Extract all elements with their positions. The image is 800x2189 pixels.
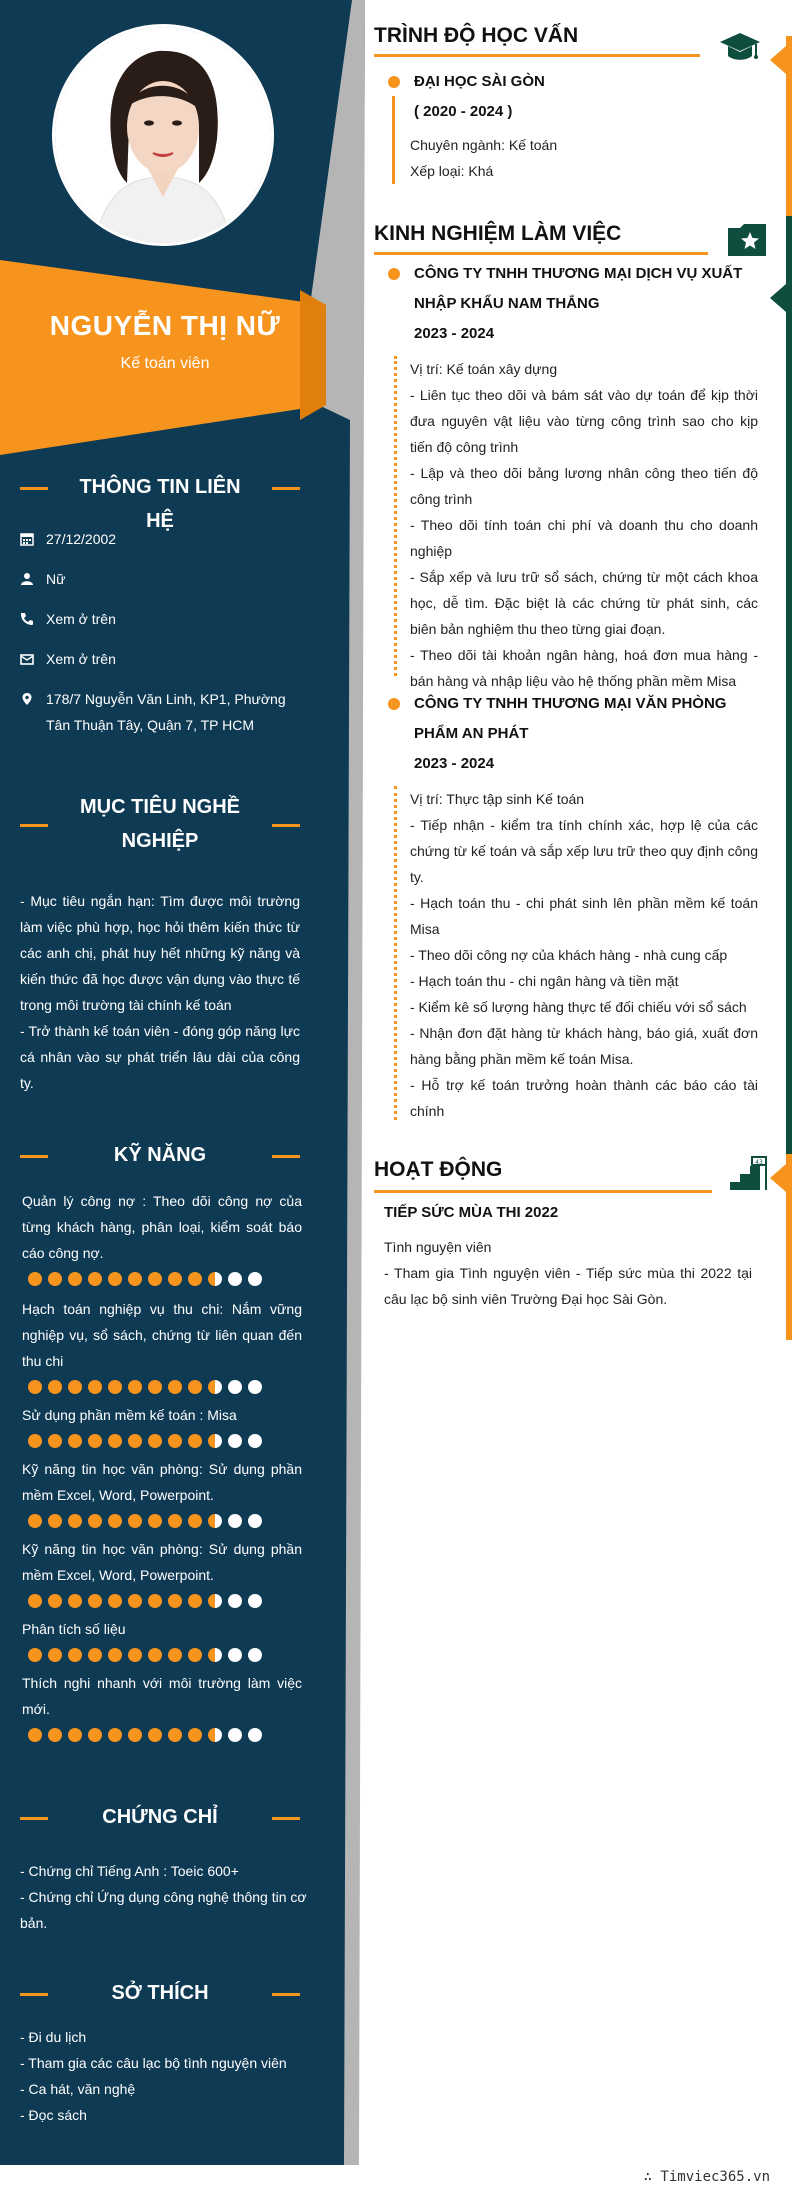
hobbies-list xyxy=(20,2024,310,2128)
contact-birthday: 27/12/2002 xyxy=(20,526,310,552)
job-period: 2023 - 2024 xyxy=(414,325,495,342)
rating-dot-full xyxy=(68,1648,82,1662)
user-icon xyxy=(20,572,34,586)
company-name-continued: NHẬP KHẨU NAM THẮNG xyxy=(414,295,600,312)
rating-dot-full xyxy=(88,1728,102,1742)
rating-dot-half xyxy=(208,1594,222,1608)
rating-dot-full xyxy=(48,1514,62,1528)
contact-section-title: THÔNG TIN LIÊN HỆ xyxy=(20,470,300,538)
bullet-dot xyxy=(388,698,400,710)
folder-star-icon xyxy=(726,222,770,258)
job-task: - Theo dõi tài khoản ngân hàng, hoá đơn mua hàng - bán hàng và nhập liệu vào hệ thống phần mềm Misa xyxy=(410,647,758,689)
objective-text xyxy=(20,888,300,1096)
major: Chuyên ngành: Kế toán xyxy=(410,137,558,153)
title-bar-right xyxy=(272,824,300,827)
rating-dot-full xyxy=(148,1272,162,1286)
experience-accent-pointer xyxy=(770,284,786,312)
job-task: - Theo dõi tính toán chi phí và doanh thu cho doanh nghiệp xyxy=(410,517,758,559)
portrait-image xyxy=(55,27,271,243)
rating-dot-full xyxy=(88,1648,102,1662)
rating-dot-full xyxy=(148,1380,162,1394)
objective-section-title: MỤC TIÊU NGHỀ NGHIỆP xyxy=(20,790,300,858)
title-bar-left xyxy=(20,1993,48,1996)
section-underline xyxy=(374,252,708,255)
rating-dot-full xyxy=(168,1728,182,1742)
rating-dot-full xyxy=(188,1434,202,1448)
rating-dot-full xyxy=(128,1648,142,1662)
experience-section-title: KINH NGHIỆM LÀM VIỆC xyxy=(374,222,622,245)
skill-label: Phân tích số liệu xyxy=(22,1621,126,1637)
rating-dot-full xyxy=(108,1380,122,1394)
company-name: CÔNG TY TNHH THƯƠNG MẠI DỊCH VỤ XUẤT xyxy=(414,265,743,282)
rating-dot-empty xyxy=(248,1380,262,1394)
rating-dot-empty xyxy=(248,1514,262,1528)
rating-dot-empty xyxy=(228,1648,242,1662)
rating-dot-full xyxy=(168,1434,182,1448)
rating-dot-empty xyxy=(228,1728,242,1742)
list-item: - Tham gia các câu lạc bộ tình nguyện viên xyxy=(20,2055,287,2071)
activities-accent-pointer xyxy=(770,1164,786,1192)
calendar-icon xyxy=(20,532,34,546)
skill-label: Kỹ năng tin học văn phòng: Sử dụng phần mềm Excel, Word, Powerpoint. xyxy=(22,1461,302,1503)
rating-dot-full xyxy=(28,1272,42,1286)
rating-dot-full xyxy=(108,1434,122,1448)
rating-dot-full xyxy=(28,1434,42,1448)
job-position: Vị trí: Kế toán xây dựng xyxy=(410,361,558,377)
rating-dot-full xyxy=(48,1648,62,1662)
job-details xyxy=(410,356,758,694)
rating-dot-full xyxy=(108,1514,122,1528)
rating-dot-full xyxy=(68,1594,82,1608)
rating-dot-full xyxy=(48,1272,62,1286)
title-bar-right xyxy=(272,1155,300,1158)
rating-dot-empty xyxy=(248,1434,262,1448)
certificates-section-title: CHỨNG CHỈ xyxy=(20,1800,300,1834)
job-task: - Tiếp nhận - kiểm tra tính chính xác, hợp lệ của các chứng từ kế toán và sắp xếp lưu trữ theo quy định công ty. xyxy=(410,817,758,885)
rating-dot-empty xyxy=(228,1434,242,1448)
job-task: - Sắp xếp và lưu trữ sổ sách, chứng từ một cách khoa học, dễ tìm. Đặc biệt là các chứng từ phát sinh, các biên bản nghiệm thu theo từng giai đoạn. xyxy=(410,569,758,637)
rating-dot-empty xyxy=(248,1272,262,1286)
title-bar-left xyxy=(20,824,48,827)
rating-dot-full xyxy=(128,1594,142,1608)
rating-dot-empty xyxy=(228,1594,242,1608)
rating-dot-full xyxy=(128,1514,142,1528)
rating-dot-full xyxy=(28,1728,42,1742)
job-task: - Lập và theo dõi bảng lương nhân công theo tiến độ công trình xyxy=(410,465,758,507)
bullet-dot xyxy=(388,76,400,88)
rating-dot-empty xyxy=(228,1380,242,1394)
sidebar xyxy=(0,0,340,2189)
rating-dot-full xyxy=(168,1272,182,1286)
skill-label: Quản lý công nợ : Theo dõi công nợ của từng khách hàng, phân loại, kiểm soát báo cáo công nợ. xyxy=(22,1193,302,1261)
rating-dot-full xyxy=(88,1380,102,1394)
rating-dot-full xyxy=(28,1514,42,1528)
phone-icon xyxy=(20,612,34,626)
objective-short-term: - Mục tiêu ngắn hạn: Tìm được môi trường làm việc phù hợp, học hỏi thêm kiến thức từ các anh chị, phát huy hết những kỹ năng và kiến thức đã học được vận dụng vào thực tế trong môi trường tài chính kế toán xyxy=(20,893,300,1013)
job-task: - Theo dõi công nợ của khách hàng - nhà cung cấp xyxy=(410,947,728,963)
title-bar-left xyxy=(20,1155,48,1158)
rating-dot-full xyxy=(28,1380,42,1394)
activities-section-title: HOẠT ĐỘNG xyxy=(374,1158,503,1181)
contact-email: Xem ở trên xyxy=(20,646,310,672)
edu-accent-pointer xyxy=(770,46,786,74)
rating-dot-full xyxy=(48,1728,62,1742)
skill-label: Kỹ năng tin học văn phòng: Sử dụng phần mềm Excel, Word, Powerpoint. xyxy=(22,1541,302,1583)
avatar xyxy=(52,24,274,246)
rating-dot-full xyxy=(188,1514,202,1528)
job-details xyxy=(410,786,758,1124)
list-item: - Chứng chỉ Ứng dụng công nghệ thông tin cơ bản. xyxy=(20,1889,307,1931)
rating-dot-full xyxy=(168,1380,182,1394)
rating-dot-full xyxy=(28,1594,42,1608)
svg-text:43: 43 xyxy=(755,1159,763,1166)
rating-dot-full xyxy=(48,1594,62,1608)
title-bar-right xyxy=(272,1817,300,1820)
rating-dot-full xyxy=(188,1594,202,1608)
rating-dot-full xyxy=(108,1728,122,1742)
rating-dot-full xyxy=(148,1594,162,1608)
education-timeline xyxy=(392,96,395,184)
rating-dot-full xyxy=(128,1434,142,1448)
contact-gender: Nữ xyxy=(20,566,310,592)
title-bar-right xyxy=(272,1993,300,1996)
job-task: - Hạch toán thu - chi ngân hàng và tiền mặt xyxy=(410,973,679,989)
rating-dot-empty xyxy=(228,1272,242,1286)
rating-dot-full xyxy=(108,1272,122,1286)
activity-role: Tình nguyện viên xyxy=(384,1239,492,1255)
title-bar-right xyxy=(272,487,300,490)
rating-dot-full xyxy=(148,1728,162,1742)
contact-address: 178/7 Nguyễn Văn Linh, KP1, Phường Tân Thuận Tây, Quận 7, TP HCM xyxy=(20,686,310,738)
rating-dot-full xyxy=(188,1380,202,1394)
list-item: - Chứng chỉ Tiếng Anh : Toeic 600+ xyxy=(20,1863,239,1879)
location-pin-icon xyxy=(20,692,34,706)
job-position: Vị trí: Thực tập sinh Kế toán xyxy=(410,791,585,807)
job-title: Kế toán viên xyxy=(120,355,210,372)
certificates-list xyxy=(20,1858,310,1936)
rating-dot-full xyxy=(168,1514,182,1528)
watermark: ∴ Timviec365.vn xyxy=(643,2169,770,2185)
company-name: CÔNG TY TNHH THƯƠNG MẠI VĂN PHÒNG xyxy=(414,695,727,712)
rating-dot-full xyxy=(68,1272,82,1286)
podium-stairs-icon xyxy=(728,1156,772,1192)
skills-section-title: KỸ NĂNG xyxy=(20,1138,300,1172)
rating-dot-full xyxy=(68,1434,82,1448)
title-bar-left xyxy=(20,487,48,490)
rating-dot-full xyxy=(168,1594,182,1608)
rating-dot-full xyxy=(68,1514,82,1528)
rating-dot-half xyxy=(208,1728,222,1742)
rating-dot-full xyxy=(88,1434,102,1448)
rating-dot-full xyxy=(188,1728,202,1742)
edu-accent-bar xyxy=(786,36,792,236)
rating-dot-empty xyxy=(248,1648,262,1662)
job-task: - Hỗ trợ kế toán trưởng hoàn thành các báo cáo tài chính xyxy=(410,1077,758,1119)
list-item: - Ca hát, văn nghệ xyxy=(20,2081,136,2097)
title-bar-left xyxy=(20,1817,48,1820)
rating-dot-full xyxy=(88,1514,102,1528)
job-timeline xyxy=(394,356,397,676)
rating-dot-full xyxy=(108,1594,122,1608)
activity-name: TIẾP SỨC MÙA THI 2022 xyxy=(384,1204,559,1221)
rating-dot-full xyxy=(148,1434,162,1448)
rating-dot-half xyxy=(208,1380,222,1394)
activity-description: - Tham gia Tình nguyện viên - Tiếp sức mùa thi 2022 tại câu lạc bộ sinh viên Trường Đại học Sài Gòn. xyxy=(384,1265,752,1307)
rating-dot-full xyxy=(128,1272,142,1286)
hobbies-section-title: SỞ THÍCH xyxy=(20,1976,300,2010)
rating-dot-full xyxy=(148,1514,162,1528)
rating-dot-full xyxy=(168,1648,182,1662)
objective-long-term: - Trở thành kế toán viên - đóng góp năng lực cá nhân vào sự phát triển lâu dài của công ty. xyxy=(20,1023,300,1091)
education-section-title: TRÌNH ĐỘ HỌC VẤN xyxy=(374,24,579,47)
job-period: 2023 - 2024 xyxy=(414,755,495,772)
school-name: ĐẠI HỌC SÀI GÒN xyxy=(414,73,545,90)
rating-dot-full xyxy=(68,1728,82,1742)
rating-dot-full xyxy=(28,1648,42,1662)
rating-dot-full xyxy=(148,1648,162,1662)
rating-dot-half xyxy=(208,1272,222,1286)
contact-phone: Xem ở trên xyxy=(20,606,310,632)
job-task: - Kiểm kê số lượng hàng thực tế đối chiếu với sổ sách xyxy=(410,999,747,1015)
rating-dot-empty xyxy=(248,1594,262,1608)
list-item: - Đi du lịch xyxy=(20,2029,87,2045)
bullet-dot xyxy=(388,268,400,280)
rating-dot-full xyxy=(88,1594,102,1608)
rating-dot-full xyxy=(188,1272,202,1286)
rating-dot-half xyxy=(208,1648,222,1662)
rating-dot-half xyxy=(208,1514,222,1528)
mail-icon xyxy=(20,652,34,666)
rating-dot-empty xyxy=(228,1514,242,1528)
rating-dot-full xyxy=(48,1434,62,1448)
job-task: - Nhận đơn đặt hàng từ khách hàng, báo giá, xuất đơn hàng bằng phần mềm kế toán Misa. xyxy=(410,1025,758,1067)
job-timeline xyxy=(394,786,397,1120)
rating-dot-full xyxy=(128,1728,142,1742)
skill-label: Thích nghi nhanh với môi trường làm việc mới. xyxy=(22,1675,302,1717)
rating-dot-full xyxy=(48,1380,62,1394)
rating-dot-empty xyxy=(248,1728,262,1742)
activities-accent-bar xyxy=(786,1154,792,1340)
job-task: - Hạch toán thu - chi phát sinh lên phần mềm kế toán Misa xyxy=(410,895,758,937)
rating-dot-full xyxy=(88,1272,102,1286)
skill-label: Hạch toán nghiệp vụ thu chi: Nắm vững nghiệp vụ, sổ sách, chứng từ liên quan đến thu chi xyxy=(22,1301,302,1369)
rating-dot-full xyxy=(108,1648,122,1662)
full-name: NGUYỄN THỊ NỮ xyxy=(49,310,281,341)
rating-dot-full xyxy=(128,1380,142,1394)
skill-label: Sử dụng phần mềm kế toán : Misa xyxy=(22,1407,237,1423)
company-name-continued: PHẨM AN PHÁT xyxy=(414,725,529,742)
experience-accent-bar xyxy=(786,216,792,1156)
section-underline xyxy=(374,1190,712,1193)
study-period: ( 2020 - 2024 ) xyxy=(414,103,513,120)
rating-dot-half xyxy=(208,1434,222,1448)
rating-dot-full xyxy=(188,1648,202,1662)
grade: Xếp loại: Khá xyxy=(410,163,494,179)
section-underline xyxy=(374,54,700,57)
graduation-cap-icon xyxy=(718,30,762,66)
list-item: - Đọc sách xyxy=(20,2107,87,2123)
job-task: - Liên tục theo dõi và bám sát vào dự toán để kịp thời đưa nguyên vật liệu vào từng công trình sao cho kịp tiến độ công trình xyxy=(410,387,758,455)
rating-dot-full xyxy=(68,1380,82,1394)
